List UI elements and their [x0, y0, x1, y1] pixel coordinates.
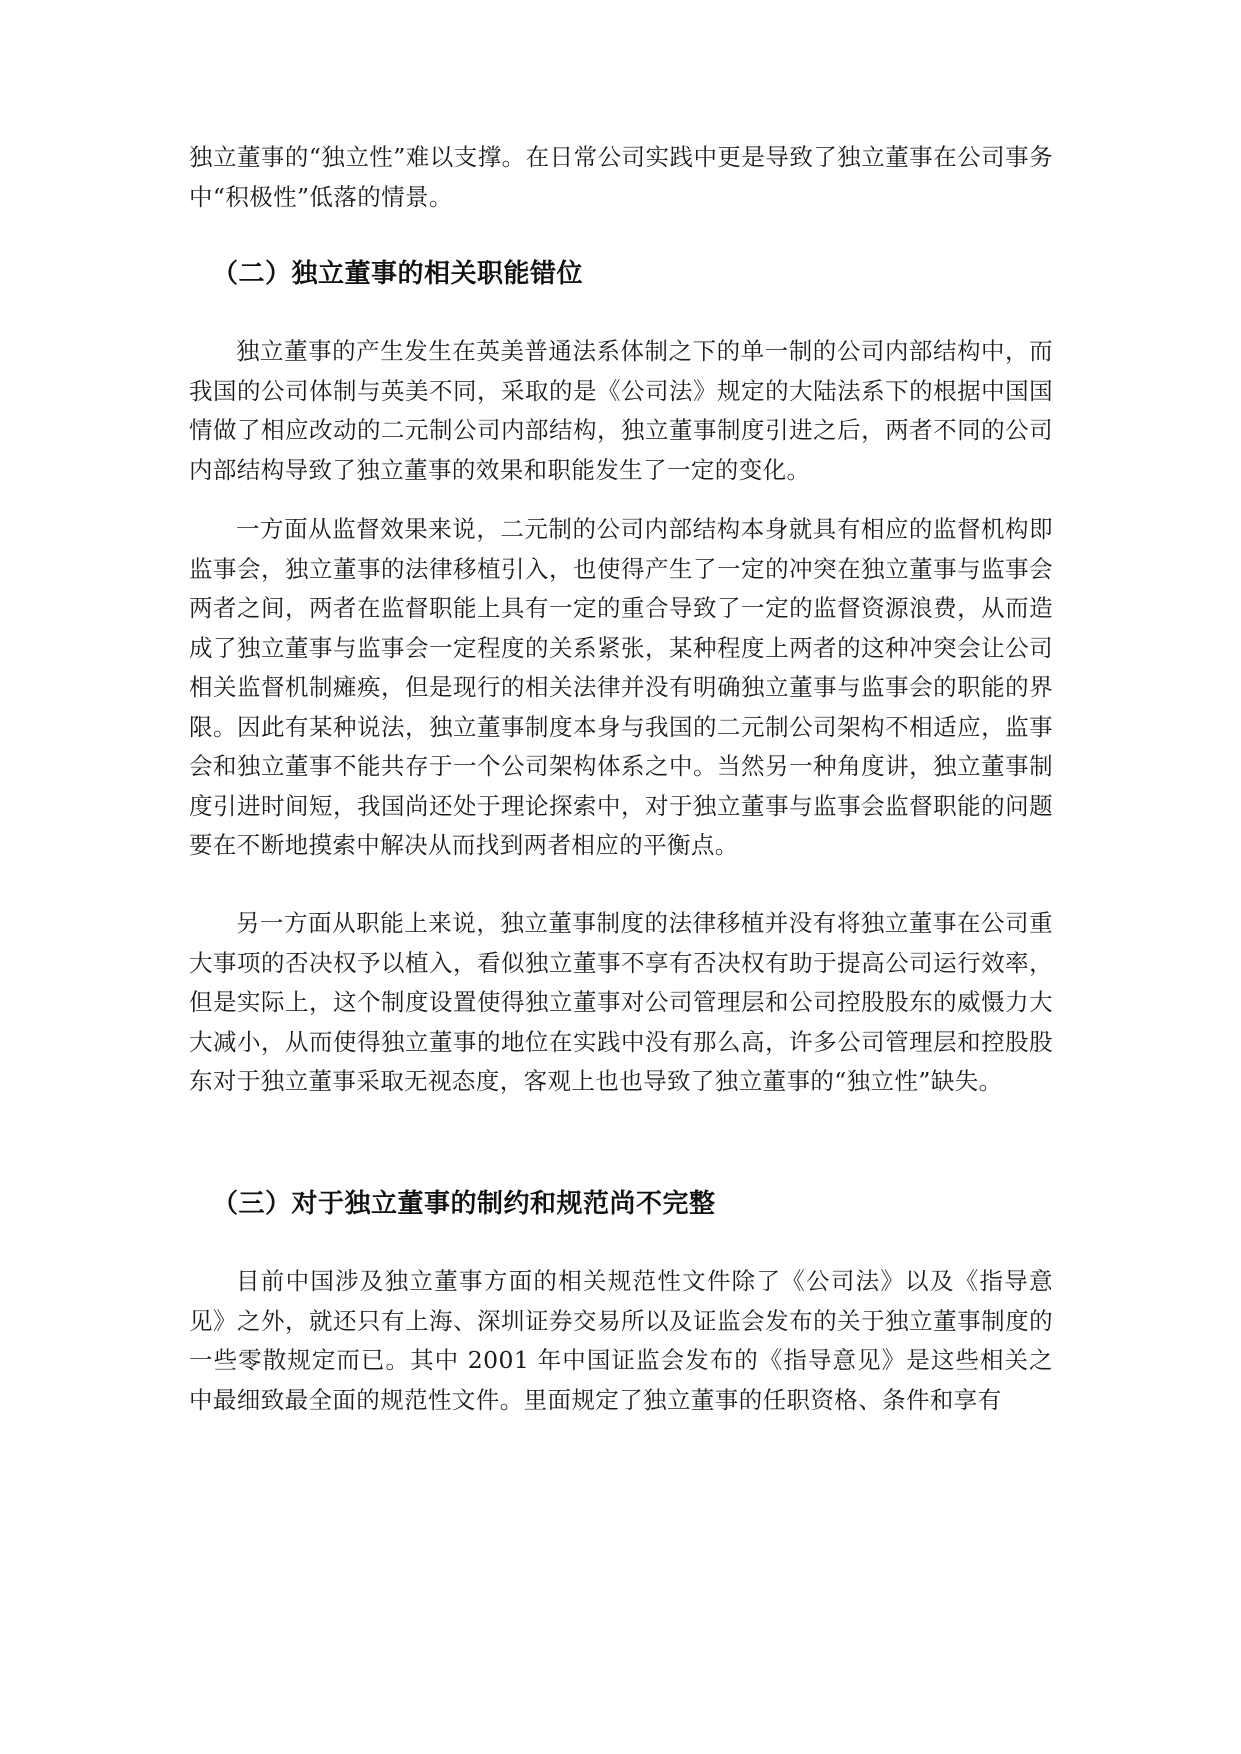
paragraph-2: 一方面从监督效果来说，二元制的公司内部结构本身就具有相应的监督机构即监事会，独立董事的法律移植引入，也使得产生了一定的冲突在独立董事与监事会两者之间，两者在监督职能上具有一定的重合导致了一定的监督资源浪费，从而造成了独立董事与监事会一定程度的关系紧张，某种程度上两者的这种冲突会让公司相关监督机制瘫痪，但是现行的相关法律并没有明确独立董事与监事会的职能的界限。因此有某种说法，独立董事制度本身与我国的二元制公司架构不相适应，监事会和独立董事不能共存于一个公司架构体系之中。当然另一种角度讲，独立董事制度引进时间短，我国尚还处于理论探索中，对于独立董事与监事会监督职能的问题要在不断地摸索中解决从而找到两者相应的平衡点。: [189, 515, 1053, 859]
paragraph-3: 另一方面从职能上来说，独立董事制度的法律移植并没有将独立董事在公司重大事项的否决权予以植入，看似独立董事不享有否决权有助于提高公司运行效率，但是实际上，这个制度设置使得独立董事对公司管理层和公司控股股东的威慑力大大减小，从而使得独立董事的地位在实践中没有那么高，许多公司管理层和控股股东对于独立董事采取无视态度，客观上也也导致了独立董事的“独立性”缺失。: [189, 909, 1053, 1095]
section-heading-3: （三）对于独立董事的制约和规范尚不完整: [212, 1189, 716, 1219]
section-heading-2: （二）独立董事的相关职能错位: [212, 259, 584, 289]
paragraph-continuation: 独立董事的“独立性”难以支撑。在日常公司实践中更是导致了独立董事在公司事务中“积极性”低落的情景。: [189, 143, 1053, 211]
paragraph-4: 目前中国涉及独立董事方面的相关规范性文件除了《公司法》以及《指导意见》之外，就还只有上海、深圳证券交易所以及证监会发布的关于独立董事制度的一些零散规定而已。其中 2001 年中国证监会发布的《指导意见》是这些相关之中最细致最全面的规范性文件。里面规定了独立董事的任职资格、条件和享有: [189, 1267, 1053, 1414]
paragraph-1: 独立董事的产生发生在英美普通法系体制之下的单一制的公司内部结构中，而我国的公司体制与英美不同，采取的是《公司法》规定的大陆法系下的根据中国国情做了相应改动的二元制公司内部结构，独立董事制度引进之后，两者不同的公司内部结构导致了独立董事的效果和职能发生了一定的变化。: [189, 337, 1053, 484]
